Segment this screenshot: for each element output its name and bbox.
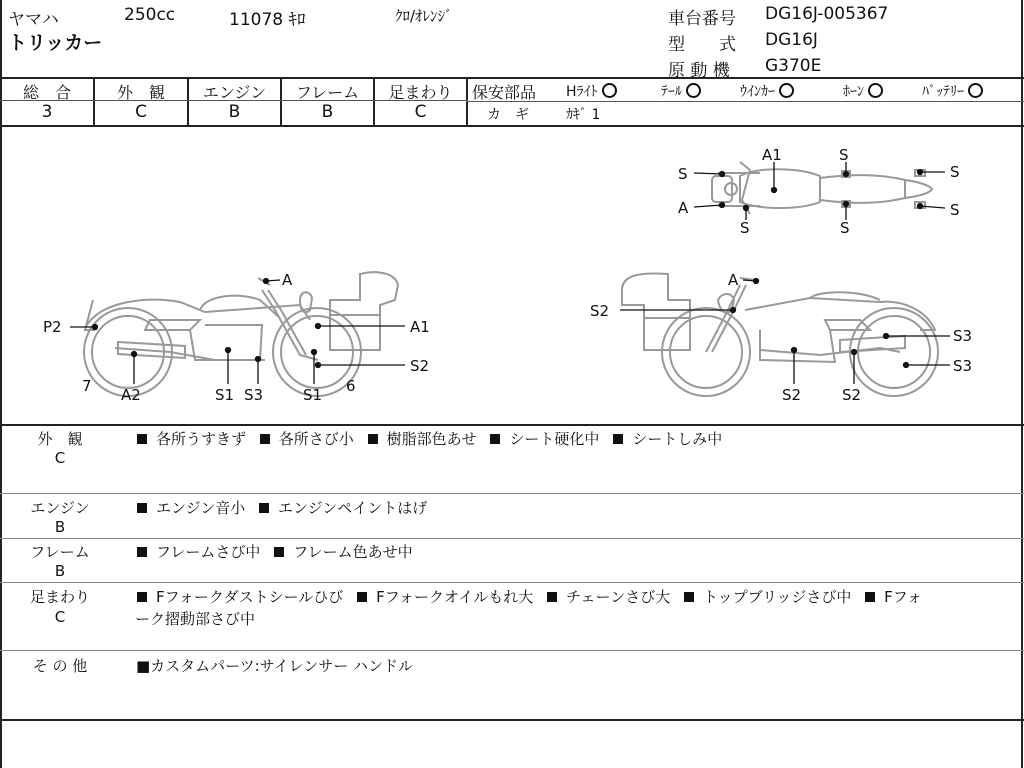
label-top-s-br: S xyxy=(950,201,960,219)
label-top-s-tl: S xyxy=(678,165,688,183)
body-color: ｸﾛ/ｵﾚﾝｼﾞ xyxy=(395,7,453,25)
bullet-square-icon xyxy=(613,434,623,444)
safety-horn: ﾎｰﾝ xyxy=(843,81,883,101)
key-label: カ ギ xyxy=(487,107,529,123)
remark-other-category: そ の 他 xyxy=(32,657,88,675)
safety-tail: ﾃｰﾙ xyxy=(661,81,701,101)
grade-engine-label: エンジン xyxy=(202,83,267,102)
displacement: 250cc xyxy=(124,5,176,25)
grade-suspension-value: C xyxy=(414,102,427,122)
maker: ヤマハ xyxy=(8,10,59,30)
remark-exterior-grade: C xyxy=(54,449,66,467)
label-top-a1: A1 xyxy=(762,146,782,164)
label-left-s1a: S1 xyxy=(215,386,235,404)
bullet-square-icon xyxy=(259,503,269,513)
label-left-s1b: S1 xyxy=(303,386,323,404)
bullet-square-icon xyxy=(137,434,147,444)
remark-frame-category: フレーム xyxy=(30,543,90,561)
ok-circle-icon xyxy=(968,83,983,98)
bullet-square-icon xyxy=(547,592,557,602)
label-left-6: 6 xyxy=(346,377,356,395)
remark-exterior-items: 各所うすきず 各所さび小 樹脂部色あせ シート硬化中 シートしみ中 xyxy=(128,428,722,449)
remark-suspension-category: 足まわり xyxy=(29,588,90,606)
bullet-square-icon xyxy=(137,592,147,602)
label-right-s2a: S2 xyxy=(590,302,610,320)
remark-suspension-grade: C xyxy=(54,608,66,626)
label-left-7: 7 xyxy=(82,377,92,395)
bullet-square-icon xyxy=(368,434,378,444)
label-right-a: A xyxy=(728,271,739,289)
label-left-a2: A2 xyxy=(121,386,141,404)
bullet-square-icon xyxy=(865,592,875,602)
label-left-a1: A1 xyxy=(410,318,430,336)
label-left-s2: S2 xyxy=(410,357,430,375)
label-left-s3: S3 xyxy=(244,386,264,404)
engine-value: G370E xyxy=(765,56,822,76)
safety-winker: ｳｲﾝｶｰ xyxy=(740,81,794,101)
type-value: DG16J xyxy=(765,30,818,50)
grade-exterior-value: C xyxy=(135,102,147,122)
grade-exterior-label: 外 観 xyxy=(116,83,165,102)
frame-no-label: 車台番号 xyxy=(668,9,736,29)
label-right-s2c: S2 xyxy=(842,386,862,404)
label-top-s-bl: S xyxy=(740,219,750,237)
bullet-square-icon xyxy=(260,434,270,444)
bullet-square-icon xyxy=(137,503,147,513)
grade-frame-label: フレーム xyxy=(295,83,360,102)
ok-circle-icon xyxy=(602,83,617,98)
grade-overall-label: 総 合 xyxy=(22,83,71,102)
grade-overall-value: 3 xyxy=(41,102,53,122)
divider-remark-1 xyxy=(0,493,1024,494)
mileage: 11078 ｷﾛ xyxy=(229,10,306,30)
remark-engine-items: エンジン音小 エンジンペイントはげ xyxy=(128,497,427,518)
label-right-s3b: S3 xyxy=(953,357,973,375)
ok-circle-icon xyxy=(779,83,794,98)
bullet-square-icon xyxy=(684,592,694,602)
remark-engine-grade: B xyxy=(54,518,66,536)
divider-remark-4 xyxy=(0,650,1024,651)
label-top-s-bm: S xyxy=(840,219,850,237)
ok-circle-icon xyxy=(868,83,883,98)
damage-diagram xyxy=(0,126,1024,424)
remark-frame-items: フレームさび中 フレーム色あせ中 xyxy=(128,541,413,562)
ok-circle-icon xyxy=(686,83,701,98)
label-right-s3a: S3 xyxy=(953,327,973,345)
remark-exterior-category: 外 観 xyxy=(37,430,83,448)
remark-engine-category: エンジン xyxy=(30,499,90,517)
divider-bottom xyxy=(0,719,1024,721)
label-top-s-top: S xyxy=(839,146,849,164)
divider-remark-3 xyxy=(0,582,1024,583)
label-left-p2: P2 xyxy=(43,318,62,336)
key-value: ｶｷﾞ 1 xyxy=(566,107,601,123)
remark-frame-grade: B xyxy=(54,562,66,580)
label-right-s2b: S2 xyxy=(782,386,802,404)
grade-engine-value: B xyxy=(228,102,241,122)
grade-suspension-label: 足まわり xyxy=(388,83,453,102)
remark-suspension-wrap: ーク摺動部さび中 xyxy=(135,610,256,628)
motorcycle-right-view xyxy=(622,273,938,396)
divider-remark-2 xyxy=(0,538,1024,539)
safety-headlight: Hﾗｲﾄ xyxy=(566,81,617,101)
divider-diagram xyxy=(0,424,1024,426)
divider-header xyxy=(0,77,1024,79)
safety-battery: ﾊﾞｯﾃﾘｰ xyxy=(922,81,983,101)
bullet-square-icon xyxy=(357,592,367,602)
grade-frame-value: B xyxy=(321,102,334,122)
type-label: 型 式 xyxy=(668,35,736,55)
remark-suspension-items: Fフォークダストシールひび Fフォークオイルもれ大 チェーンさび大 トップブリッジさび中 Fフォ xyxy=(128,586,922,607)
label-top-s-tr: S xyxy=(950,163,960,181)
bullet-square-icon xyxy=(274,547,284,557)
remark-other-text: ■カスタムパーツ:サイレンサー ハンドル xyxy=(136,657,413,675)
bullet-square-icon xyxy=(490,434,500,444)
model-name: トリッカー xyxy=(8,32,103,54)
frame-no-value: DG16J-005367 xyxy=(765,4,889,24)
label-left-a: A xyxy=(282,271,293,289)
engine-label: 原 動 機 xyxy=(668,61,730,81)
bullet-square-icon xyxy=(137,547,147,557)
safety-title: 保安部品 xyxy=(472,83,537,102)
label-top-a: A xyxy=(678,199,689,217)
